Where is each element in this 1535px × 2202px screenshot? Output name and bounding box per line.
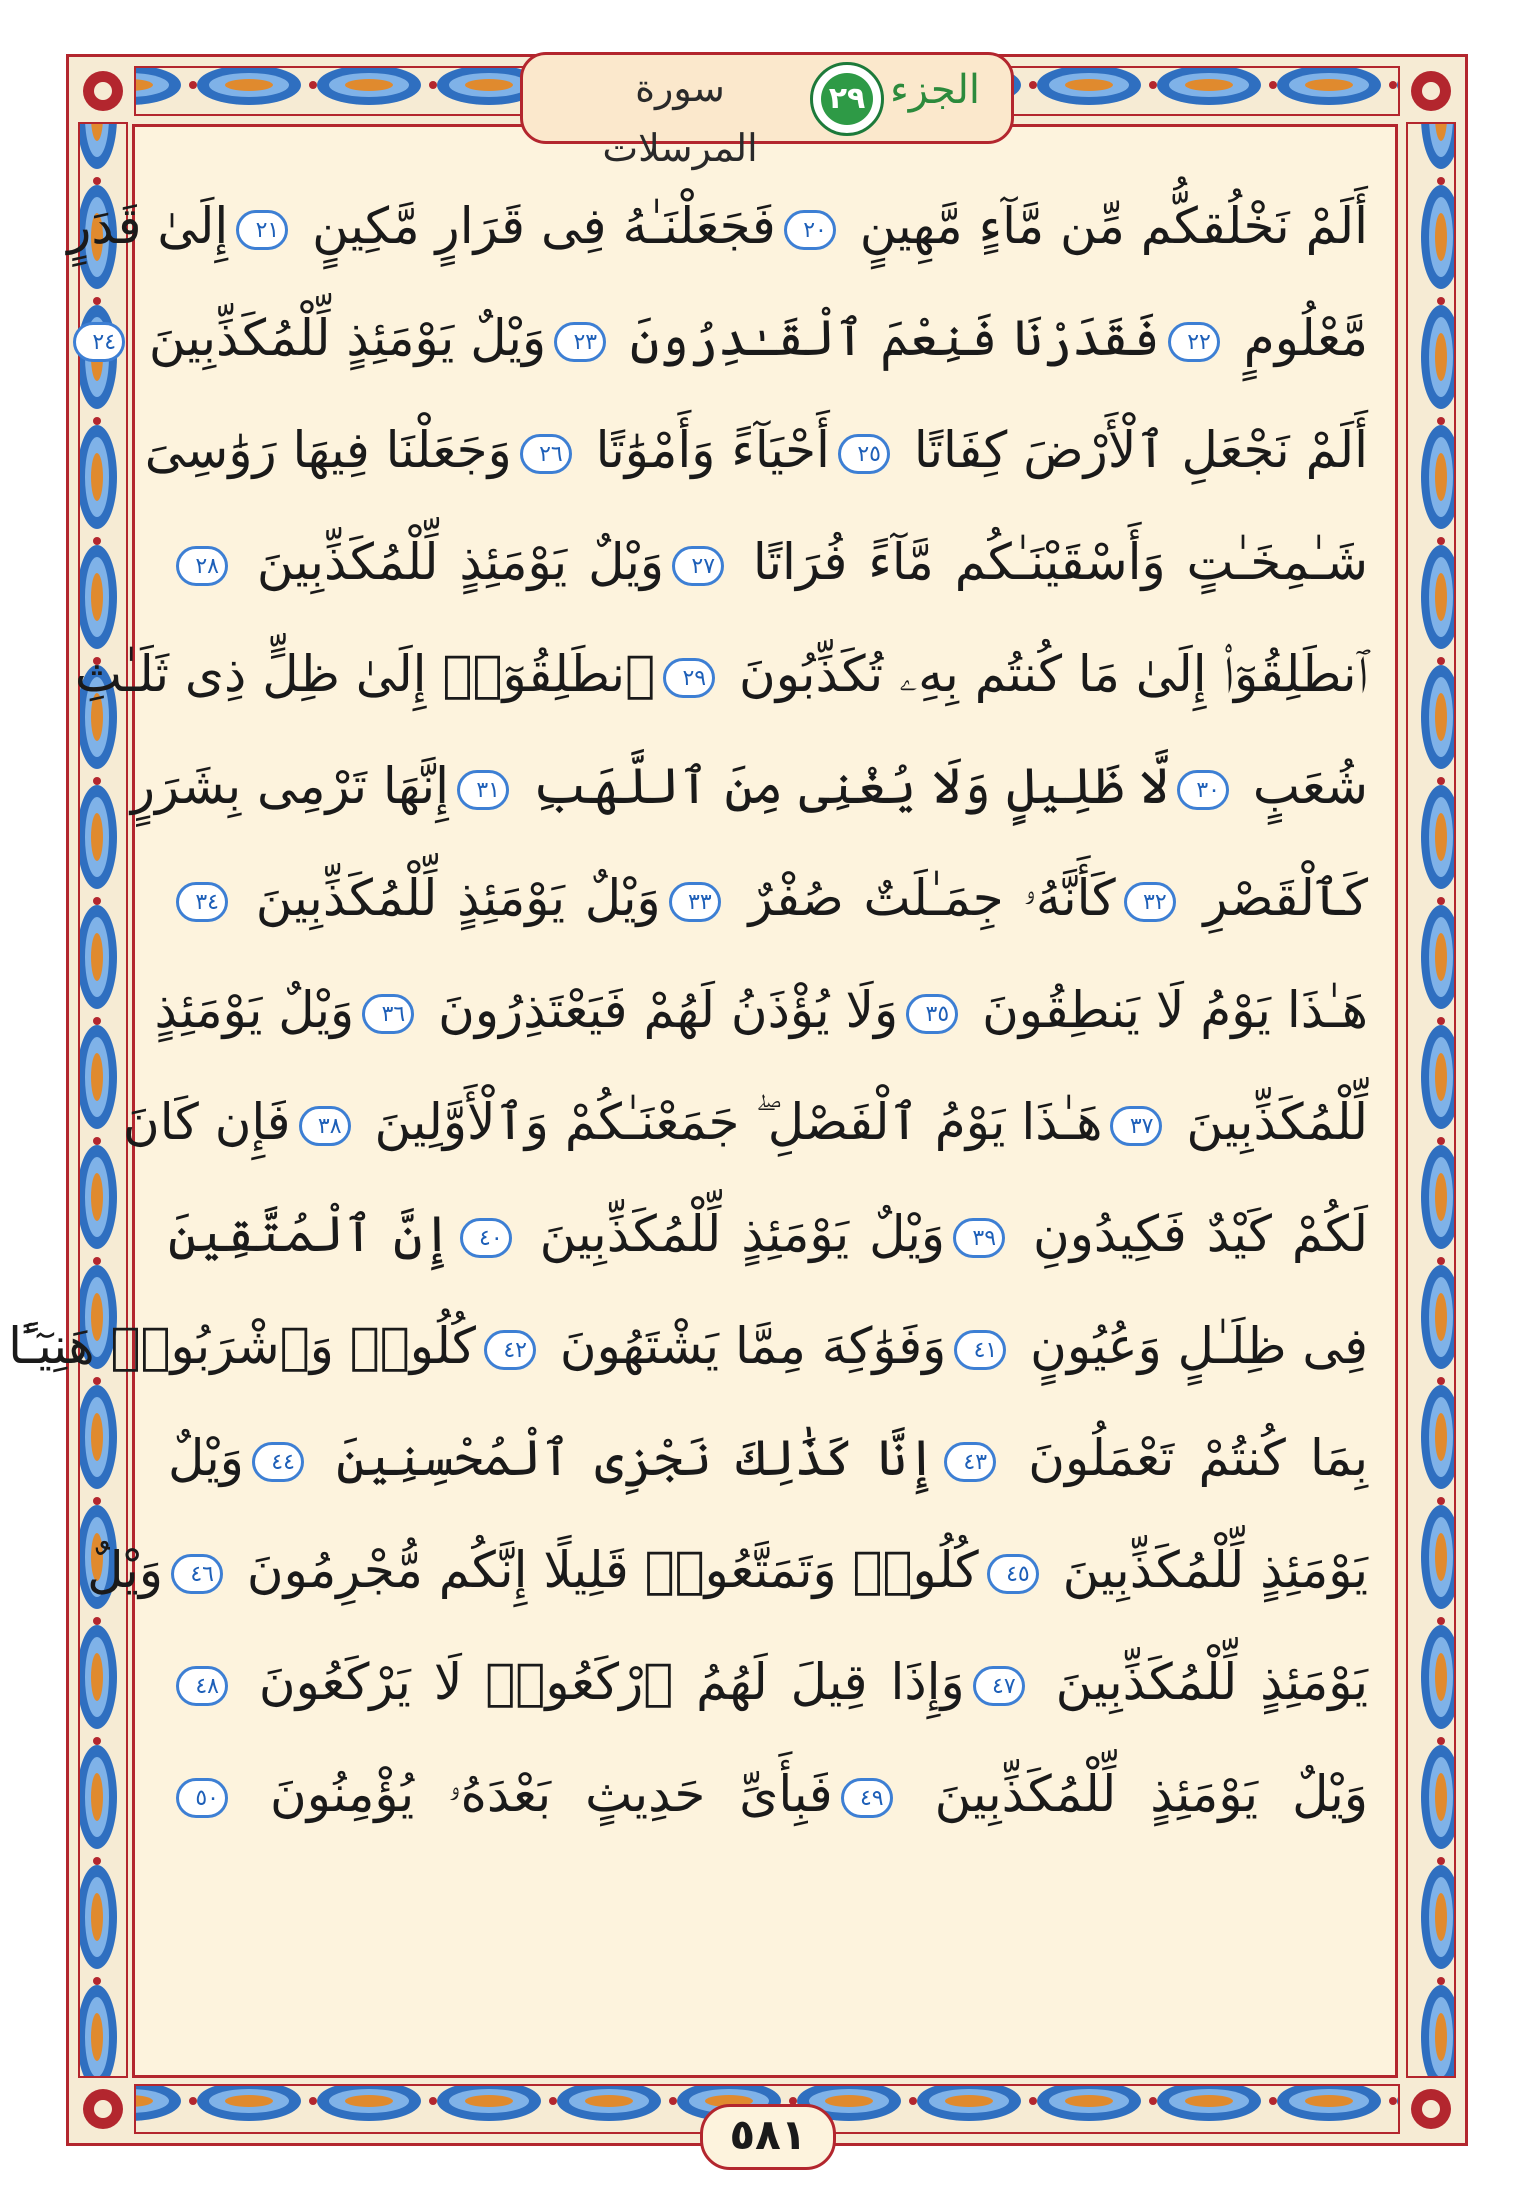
verse-text: فِى ظِلَـٰلٍ وَعُيُونٍ [1014, 1317, 1368, 1375]
verse-text: كَأَنَّهُۥ جِمَـٰلَتٌ صُفْرٌ [728, 869, 1116, 927]
verse-text: كُلُوا۟ وَتَمَتَّعُوا۟ قَلِيلًا إِنَّكُم مُّجْرِمُونَ [231, 1541, 979, 1599]
verse-line [168, 858, 1368, 938]
page-number: ٥٨١ [729, 2110, 807, 2159]
verse-text: وَيْلٌ [168, 1429, 244, 1487]
verse-text: ٱنطَلِقُوٓا۟ إِلَىٰ ظِلٍّ ذِى ثَلَـٰثِ [74, 645, 656, 703]
ayah-number-marker: ٤٣ [944, 1442, 996, 1482]
verse-text: كُلُوا۟ وَٱشْرَبُوا۟ هَنِيٓـًٔا [8, 1317, 476, 1375]
verse-text: وَإِذَا قِيلَ لَهُمُ ٱرْكَعُوا۟ لَا يَرْكَعُونَ [236, 1653, 965, 1711]
verse-text: إِنَّا كَذَٰلِكَ نَجْزِى ٱلْمُحْسِنِينَ [311, 1429, 937, 1487]
juz-number: ٢٩ [821, 73, 873, 125]
verse-text: وَيْلٌ يَوْمَئِذٍ لِّلْمُكَذِّبِينَ [236, 533, 665, 591]
ayah-number-marker: ٣١ [457, 770, 509, 810]
ayah-number-marker: ٣٩ [953, 1218, 1005, 1258]
ayah-number-marker: ٣٢ [1124, 882, 1176, 922]
verse-text: لَّا ظَلِيلٍ وَلَا يُغْنِى مِنَ ٱللَّهَبِ [516, 757, 1169, 815]
ayah-number-marker: ٢٨ [176, 546, 228, 586]
verse-text: فَبِأَىِّ حَدِيثٍ بَعْدَهُۥ يُؤْمِنُونَ [236, 1765, 833, 1823]
verse-line [168, 1194, 1368, 1274]
verse-text: بِمَا كُنتُمْ تَعْمَلُونَ [1004, 1429, 1368, 1487]
verse-text: وَيْلٌ يَوْمَئِذٍ لِّلْمُكَذِّبِينَ [133, 309, 547, 367]
verse-line [144, 410, 1368, 490]
verse-text: يَوْمَئِذٍ لِّلْمُكَذِّبِينَ [1046, 1541, 1368, 1599]
verse-line [74, 634, 1368, 714]
ayah-number-marker: ٣٨ [299, 1106, 351, 1146]
ayah-number-marker: ٤٩ [841, 1778, 893, 1818]
ayah-number-marker: ٣٣ [669, 882, 721, 922]
ayah-number-marker: ٥٠ [176, 1778, 228, 1818]
ayah-number-marker: ٢٧ [672, 546, 724, 586]
verse-text: وَيْلٌ يَوْمَئِذٍ لِّلْمُكَذِّبِينَ [900, 1765, 1368, 1823]
ayah-number-marker: ٣٥ [906, 994, 958, 1034]
surah-title: سورة المرسلات [602, 66, 758, 170]
verse-text: إِنَّ ٱلْمُتَّقِينَ [168, 1205, 452, 1263]
ayah-number-marker: ٣٠ [1177, 770, 1229, 810]
verse-text: أَلَمْ نَخْلُقكُّم مِّن مَّآءٍ مَّهِينٍ [843, 197, 1368, 255]
verse-text: كَٱلْقَصْرِ [1183, 869, 1369, 927]
ayah-number-marker: ٤٨ [176, 1666, 228, 1706]
verse-text: وَيْلٌ يَوْمَئِذٍ [154, 981, 355, 1039]
verse-text: وَجَعَلْنَا فِيهَا رَوَٰسِىَ [144, 421, 512, 479]
ayah-number-marker: ٢٩ [663, 658, 715, 698]
ayah-number-marker: ٢٦ [520, 434, 572, 474]
ayah-number-marker: ٢٣ [554, 322, 606, 362]
verse-line [168, 1754, 1368, 1834]
ayah-number-marker: ٤٥ [987, 1554, 1039, 1594]
verse-text: لَكُمْ كَيْدٌ فَكِيدُونِ [1013, 1205, 1368, 1263]
juz-number-badge [810, 62, 884, 136]
ayah-number-marker: ٢٠ [784, 210, 836, 250]
ayah-number-marker: ٢٢ [1168, 322, 1220, 362]
ayah-number-marker: ٢٥ [838, 434, 890, 474]
verse-text: هَـٰذَا يَوْمُ لَا يَنطِقُونَ [966, 981, 1368, 1039]
verse-text: شُعَبٍ [1236, 757, 1368, 815]
verse-line [123, 1082, 1368, 1162]
verse-line [92, 298, 1368, 378]
verse-text: يَوْمَئِذٍ لِّلْمُكَذِّبِينَ [1032, 1653, 1368, 1711]
ayah-number-marker: ٣٧ [1110, 1106, 1162, 1146]
ayah-number-marker: ٤٤ [252, 1442, 304, 1482]
ayah-number-marker: ٢١ [236, 210, 288, 250]
verse-text: لِّلْمُكَذِّبِينَ [1170, 1093, 1368, 1151]
ayah-number-marker: ٤٢ [484, 1330, 536, 1370]
ayah-number-marker: ٤٦ [171, 1554, 223, 1594]
ayah-number-marker: ٤٧ [973, 1666, 1025, 1706]
verse-text: هَـٰذَا يَوْمُ ٱلْفَصْلِ ۖ جَمَعْنَـٰكُمْ وَٱلْأَوَّلِينَ [358, 1093, 1103, 1151]
verse-text: أَلَمْ نَجْعَلِ ٱلْأَرْضَ كِفَاتًا [897, 421, 1368, 479]
verse-text: فَإِن كَانَ [123, 1093, 291, 1151]
verse-text: وَيْلٌ يَوْمَئِذٍ لِّلْمُكَذِّبِينَ [236, 869, 661, 927]
ayah-number-marker: ٣٤ [176, 882, 228, 922]
verse-text: ٱنطَلِقُوٓا۟ إِلَىٰ مَا كُنتُم بِهِۦ تُكَذِّبُونَ [723, 645, 1368, 703]
verse-text: وَلَا يُؤْذَنُ لَهُمْ فَيَعْتَذِرُونَ [422, 981, 899, 1039]
verse-line [130, 746, 1368, 826]
juz-label: الجزء [890, 67, 980, 113]
verse-line [87, 1530, 1368, 1610]
verse-text: وَيْلٌ [87, 1541, 163, 1599]
verse-text: فَجَعَلْنَـٰهُ فِى قَرَارٍ مَّكِينٍ [296, 197, 776, 255]
ayah-number-marker: ٢٤ [73, 322, 125, 362]
verse-text: مَّعْلُومٍ [1227, 309, 1368, 367]
verse-line [168, 1642, 1368, 1722]
verse-text: وَفَوَٰكِهَ مِمَّا يَشْتَهُونَ [543, 1317, 947, 1375]
verse-line [67, 186, 1368, 266]
ayah-number-marker: ٣٦ [362, 994, 414, 1034]
verse-text: أَحْيَآءً وَأَمْوَٰتًا [579, 421, 830, 479]
verse-text: وَيْلٌ يَوْمَئِذٍ لِّلْمُكَذِّبِينَ [519, 1205, 946, 1263]
verse-text: إِلَىٰ قَدَرٍ [67, 197, 229, 255]
verse-text: شَـٰمِخَـٰتٍ وَأَسْقَيْنَـٰكُم مَّآءً فُرَاتًا [732, 533, 1368, 591]
verse-line [168, 1418, 1368, 1498]
ayah-number-marker: ٤٠ [460, 1218, 512, 1258]
verse-line [8, 1306, 1368, 1386]
verse-text: إِنَّهَا تَرْمِى بِشَرَرٍ [130, 757, 449, 815]
verse-line [154, 970, 1368, 1050]
verse-text: فَقَدَرْنَا فَنِعْمَ ٱلْقَـٰدِرُونَ [614, 309, 1160, 367]
ayah-number-marker: ٤١ [954, 1330, 1006, 1370]
verse-line [168, 522, 1368, 602]
